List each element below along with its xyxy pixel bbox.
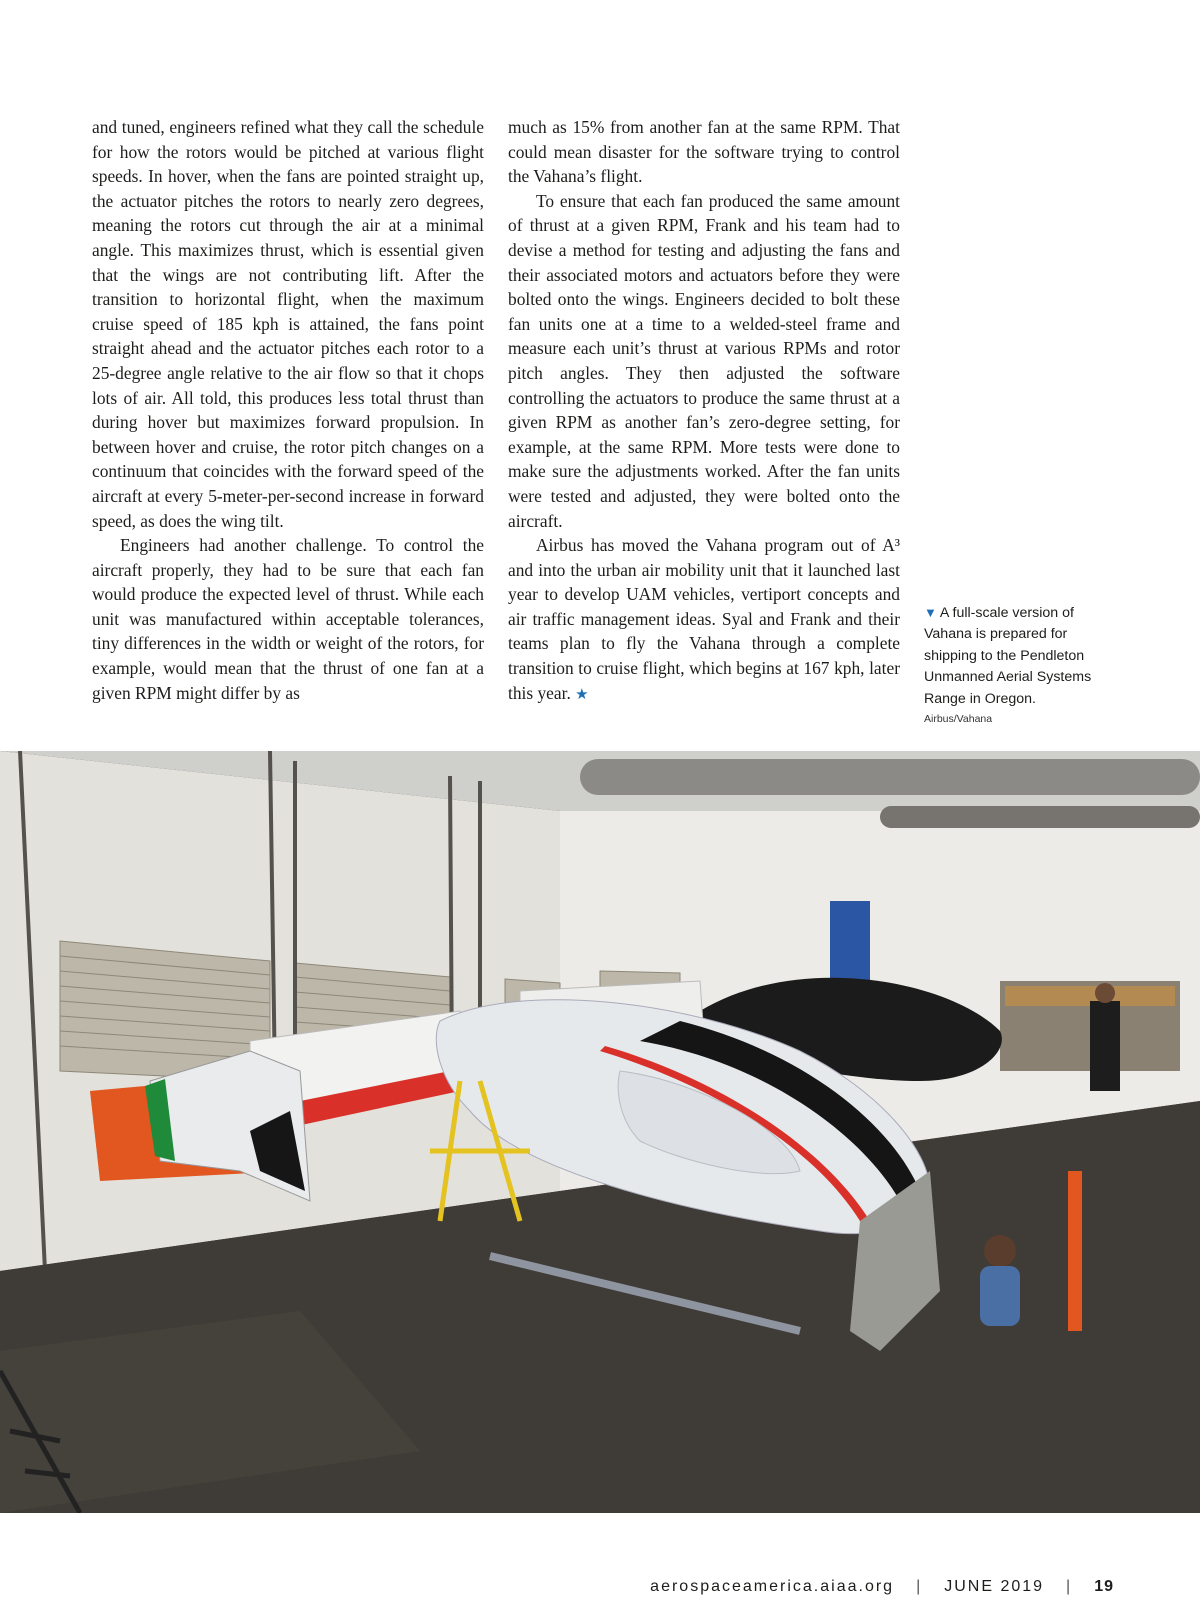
end-mark-star-icon: ★ (575, 684, 589, 703)
footer-site: aerospaceamerica.aiaa.org (650, 1578, 895, 1595)
ceiling-duct (580, 759, 1200, 795)
page-footer (650, 1578, 1114, 1596)
article-paragraph-final (508, 533, 900, 706)
footer-separator: | (1066, 1578, 1073, 1595)
ceiling-duct (880, 806, 1200, 828)
traffic-post (1068, 1171, 1082, 1331)
article-paragraph-text: Airbus has moved the Vahana program out of A³ and into the urban air mobility unit that it launched last year to develop UAM vehicles, vertiport concepts and air traffic management ideas. Syal and Frank and their teams plan to fly the Vahana through a complete transition to cruise flight, which begins at 167 kph, later this year. (508, 535, 900, 703)
hangar-photo-illustration (0, 751, 1200, 1513)
photo-credit: Airbus/Vahana (924, 713, 993, 725)
caption-arrow-icon: ▼ (924, 605, 937, 620)
person-head (1095, 983, 1115, 1003)
footer-issue: JUNE 2019 (944, 1578, 1045, 1595)
technician-head (984, 1235, 1016, 1267)
article-paragraph: and tuned, engineers refined what they call the schedule for how the rotors would be pitched at various flight speeds. In hover, when the fans are pointed straight up, the actuator pitches the rotors to nearly zero degrees, meaning the rotors cut through the air at a minimal angle. This maximizes thrust, which is essential given that the wings are not contributing lift. After the transition to horizontal flight, when the maximum cruise speed of 185 kph is attained, the fans point straight ahead and the actuator pitches each rotor to a 25-degree angle relative to the air flow so that it chops lots of air. All told, this produces less total thrust than during hover but maximizes forward propulsion. In between hover and cruise, the rotor pitch changes on a continuum that coincides with the forward speed of the aircraft at every 5-meter-per-second increase in forward speed, as does the wing tilt. (92, 117, 484, 531)
article-column-right (508, 115, 900, 706)
caption-text: A full-scale version of Vahana is prepared for shipping to the Pendleton Unmanned Aerial Systems Range in Oregon. (924, 605, 1092, 707)
article-paragraph: To ensure that each fan produced the same amount of thrust at a given RPM, Frank and his team had to devise a method for testing and adjusting the fans and their associated motors and actuators before they were bolted onto the wings. Engineers decided to bolt these fan units one at a time to a welded-steel frame and measure each unit’s thrust at various RPMs and rotor pitch angles. They then adjusted the software controlling the actuators to produce the same thrust at a given RPM as another fan’s zero-degree setting, for example, at the same RPM. More tests were done to make sure the adjustments worked. After the fan units were tested and adjusted, they were bolted onto the aircraft. (508, 190, 900, 531)
article-column-left (92, 115, 484, 705)
page-number: 19 (1094, 1578, 1114, 1595)
hangar-photo (0, 751, 1200, 1513)
footer-separator: | (916, 1578, 923, 1595)
photo-caption (924, 602, 1124, 710)
technician-body (980, 1266, 1020, 1326)
article-paragraph: much as 15% from another fan at the same RPM. That could mean disaster for the software trying to control the Vahana’s flight. (508, 117, 900, 187)
person-standing (1090, 1001, 1120, 1091)
article-paragraph: Engineers had another challenge. To control the aircraft properly, they had to be sure that each fan would produce the expected level of thrust. While each unit was manufactured within acceptable tolerances, tiny differences in the width or weight of the rotors, for example, would mean that the thrust of one fan at a given RPM might differ by as (92, 535, 484, 703)
